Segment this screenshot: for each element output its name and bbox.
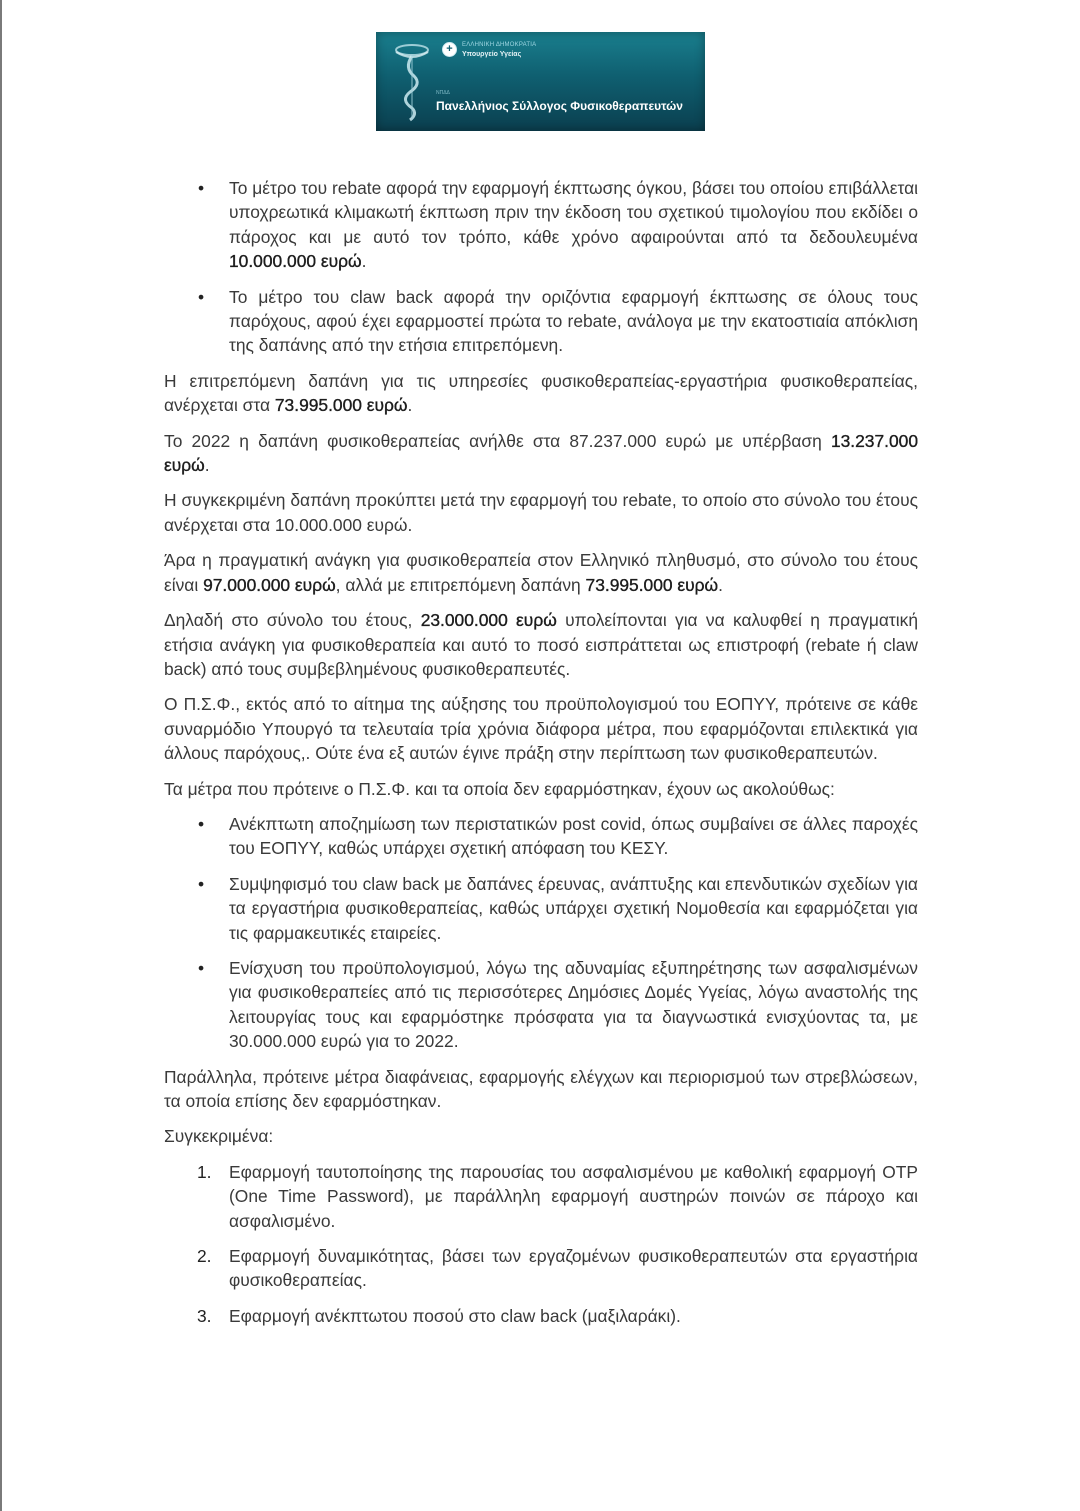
bullet-marker: • xyxy=(198,286,205,307)
bullet-item xyxy=(164,285,918,358)
bullet-text: Ανέκπτωτη αποζημίωση των περιστατικών post covid, όπως συμβαίνει σε άλλες παροχές του ΕΟΠΥΥ, καθώς υπάρχει σχετική απόφαση του ΚΕΣΥ. xyxy=(229,813,918,859)
amount-highlight: 10.000.000 ευρώ xyxy=(229,251,362,272)
amount-highlight: 97.000.000 ευρώ xyxy=(203,574,336,595)
bullet-item xyxy=(164,872,918,945)
paragraph: Η συγκεκριμένη δαπάνη προκύπτει μετά την εφαρμογή του rebate, το οποίο στο σύνολο του έτους ανέρχεται στα 10.000.000 ευρώ. xyxy=(164,490,918,535)
logo-ministry-text: Υπουργείο Υγείας xyxy=(462,51,522,58)
bullet-item xyxy=(164,812,918,861)
bullet-marker: • xyxy=(198,873,205,894)
bullet-marker: • xyxy=(198,957,205,978)
logo-republic-text: ΕΛΛΗΝΙΚΗ ΔΗΜΟΚΡΑΤΙΑ xyxy=(462,42,537,48)
header-logo-banner xyxy=(376,32,705,131)
asclepius-staff-icon xyxy=(390,40,434,122)
paragraph: Το 2022 η δαπάνη φυσικοθεραπείας ανήλθε στα 87.237.000 ευρώ με υπέρβαση 13.237.000 ευρώ. xyxy=(164,430,918,476)
number-marker: 2. xyxy=(197,1246,212,1267)
amount-highlight: 73.995.000 ευρώ xyxy=(585,574,719,595)
bullet-item xyxy=(164,956,918,1054)
logo-organization-name: Πανελλήνιος Σύλλογος Φυσικοθεραπευτών xyxy=(436,99,683,113)
bullet-item xyxy=(164,176,918,274)
numbered-text: Εφαρμογή ανέκπτωτου ποσού στο claw back (μαξιλαράκι). xyxy=(229,1305,681,1326)
amount-highlight: 23.000.000 ευρώ xyxy=(420,610,557,631)
page-left-border xyxy=(0,0,2,1511)
paragraph: Δηλαδή στο σύνολο του έτους, 23.000.000 ευρώ υπολείπονται για να καλυφθεί η πραγματική ετήσια ανάγκη για φυσικοθεραπεία και αυτό το ποσό εισπράττεται ως επιστροφή (rebate ή claw back) από τους συμβεβλημένους φυσικοθεραπευτές. xyxy=(164,610,919,679)
greek-republic-emblem-icon: + xyxy=(442,42,457,57)
paragraph: Ο Π.Σ.Φ., εκτός από το αίτημα της αύξησης του προϋπολογισμού του ΕΟΠΥΥ, πρότεινε σε κάθε συναρμόδιο Υπουργό τα τελευταία τρία χρόνια διάφορα μέτρα, που εφαρμόζονται επιλεκτικά για άλλους παρόχους,. Ούτε ένα εξ αυτών έγινε πράξη στην περίπτωση των φυσικοθεραπευτών. xyxy=(164,694,918,764)
paragraph: Άρα η πραγματική ανάγκη για φυσικοθεραπεία στον Ελληνικό πληθυσμό, στο σύνολο του έτους είναι 97.000.000 ευρώ, αλλά με επιτρεπόμενη δαπάνη 73.995.000 ευρώ. xyxy=(164,550,918,595)
document-body xyxy=(164,176,918,1339)
bullet-text: Το μέτρο του rebate αφορά την εφαρμογή έκπτωσης όγκου, βάσει του οποίου επιβάλλεται υποχρεωτικά κλιμακωτή έκπτωση πριν την έκδοση του σχετικού τιμολογίου που εκδίδει ο πάροχος και με αυτό τον τρόπο, κάθε χρόνο αφαιρούνται από τα δεδουλευμένα 10.000.000 ευρώ. xyxy=(229,178,918,272)
logo-abbr-text: ΝΠΔΔ xyxy=(436,90,450,96)
paragraph: Συγκεκριμένα: xyxy=(164,1126,274,1147)
numbered-item xyxy=(164,1304,918,1328)
bullet-text: Συμψηφισμό του claw back με δαπάνες έρευνας, ανάπτυξης και επενδυτικών σχεδίων για τα εργαστήρια φυσικοθεραπείας, καθώς υπάρχει σχετική Νομοθεσία και εφαρμόζεται για τις φαρμακευτικές εταιρείες. xyxy=(229,873,918,943)
numbered-item xyxy=(164,1160,918,1233)
amount-highlight: 73.995.000 ευρώ xyxy=(274,395,408,416)
numbered-text: Εφαρμογή δυναμικότητας, βάσει των εργαζομένων φυσικοθεραπευτών στα εργαστήρια φυσικοθεραπείας. xyxy=(229,1246,918,1291)
amount-highlight: 13.237.000 ευρώ xyxy=(164,430,918,476)
number-marker: 1. xyxy=(197,1161,212,1182)
bullet-marker: • xyxy=(198,813,205,834)
numbered-item xyxy=(164,1244,918,1293)
number-marker: 3. xyxy=(197,1305,212,1326)
bullet-marker: • xyxy=(198,178,205,198)
paragraph: Παράλληλα, πρότεινε μέτρα διαφάνειας, εφαρμογής ελέγχων και περιορισμού των στρεβλώσεων, τα οποία επίσης δεν εφαρμόστηκαν. xyxy=(164,1066,918,1111)
numbered-text: Εφαρμογή ταυτοποίησης της παρουσίας του ασφαλισμένου με καθολική εφαρμογή OTP (One Time Password), με παράλληλη εφαρμογή αυστηρών ποινών σε πάροχο και ασφαλισμένο. xyxy=(229,1161,918,1231)
paragraph: Η επιτρεπόμενη δαπάνη για τις υπηρεσίες φυσικοθεραπείας-εργαστήρια φυσικοθεραπείας, ανέρχεται στα 73.995.000 ευρώ. xyxy=(164,370,918,416)
bullet-text: Ενίσχυση του προϋπολογισμού, λόγω της αδυναμίας εξυπηρέτησης των ασφαλισμένων για φυσικοθεραπείες από τις περισσότερες Δημόσιες Δομές Υγείας, λόγω αναστολής της λειτουργίας τους και εφαρμόστηκε πρόσφατα για τα διαγνωστικά ενισχύοντας τα, με 30.000.000 ευρώ για το 2022. xyxy=(229,957,918,1052)
paragraph: Τα μέτρα που πρότεινε ο Π.Σ.Φ. και τα οποία δεν εφαρμόστηκαν, έχουν ως ακολούθως: xyxy=(164,778,835,799)
bullet-text: Το μέτρο του claw back αφορά την οριζόντια εφαρμογή έκπτωσης σε όλους τους παρόχους, αφού έχει εφαρμοστεί πρώτα το rebate, ανάλογα με την εκατοστιαία απόκλιση της δαπάνης από την ετήσια επιτρεπόμενη. xyxy=(229,286,918,356)
